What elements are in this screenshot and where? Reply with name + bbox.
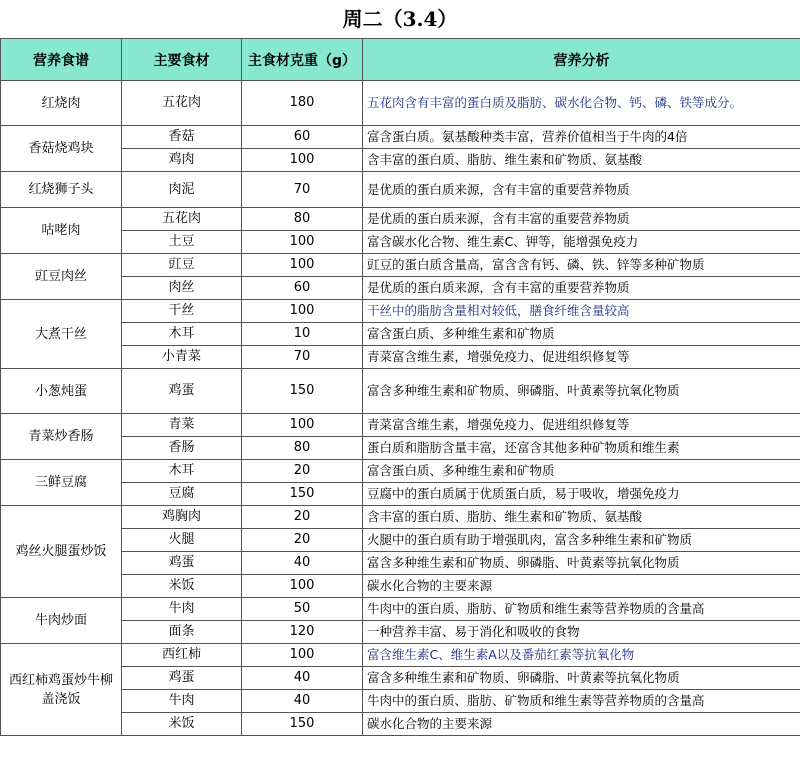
ingredient-cell: 鸡蛋 — [122, 552, 242, 575]
weight-cell: 80 — [242, 437, 363, 460]
weight-cell: 50 — [242, 598, 363, 621]
ingredient-cell: 火腿 — [122, 529, 242, 552]
page-title: 周二（3.4） — [342, 7, 458, 31]
analysis-cell: 是优质的蛋白质来源，含有丰富的重要营养物质 — [363, 208, 800, 231]
ingredient-cell: 木耳 — [122, 323, 242, 346]
analysis-cell: 富含蛋白质。氨基酸种类丰富，营养价值相当于牛肉的4倍 — [363, 126, 800, 149]
table-row — [1, 208, 800, 231]
table-row — [1, 300, 800, 323]
weight-cell: 100 — [242, 575, 363, 598]
dish-name: 西红柿鸡蛋炒牛柳盖浇饭 — [1, 644, 122, 736]
table-row — [1, 172, 800, 208]
dish-name: 小葱炖蛋 — [1, 369, 122, 414]
nutrition-table — [0, 38, 800, 736]
analysis-cell: 火腿中的蛋白质有助于增强肌肉，富含多种维生素和矿物质 — [363, 529, 800, 552]
analysis-cell: 富含多种维生素和矿物质、卵磷脂、叶黄素等抗氧化物质 — [363, 369, 800, 414]
weight-cell: 20 — [242, 506, 363, 529]
analysis-cell: 一种营养丰富、易于消化和吸收的食物 — [363, 621, 800, 644]
header-analysis: 营养分析 — [363, 39, 800, 81]
dish-name: 香菇烧鸡块 — [1, 126, 122, 172]
analysis-cell: 豇豆的蛋白质含量高，富含含有钙、磷、铁、锌等多种矿物质 — [363, 254, 800, 277]
table-row — [1, 254, 800, 277]
ingredient-cell: 鸡肉 — [122, 149, 242, 172]
analysis-cell: 干丝中的脂肪含量相对较低，膳食纤维含量较高 — [363, 300, 800, 323]
ingredient-cell: 青菜 — [122, 414, 242, 437]
ingredient-cell: 豆腐 — [122, 483, 242, 506]
analysis-cell: 青菜富含维生素，增强免疫力、促进组织修复等 — [363, 414, 800, 437]
analysis-cell: 是优质的蛋白质来源，含有丰富的重要营养物质 — [363, 277, 800, 300]
ingredient-cell: 鸡蛋 — [122, 667, 242, 690]
weight-cell: 80 — [242, 208, 363, 231]
ingredient-cell: 面条 — [122, 621, 242, 644]
table-body — [1, 81, 800, 736]
ingredient-cell: 牛肉 — [122, 598, 242, 621]
weight-cell: 150 — [242, 483, 363, 506]
table-row — [1, 414, 800, 437]
weight-cell: 20 — [242, 460, 363, 483]
ingredient-cell: 五花肉 — [122, 208, 242, 231]
weight-cell: 40 — [242, 690, 363, 713]
weight-cell: 150 — [242, 713, 363, 736]
ingredient-cell: 牛肉 — [122, 690, 242, 713]
ingredient-cell: 鸡胸肉 — [122, 506, 242, 529]
dish-name: 咕咾肉 — [1, 208, 122, 254]
table-row — [1, 598, 800, 621]
ingredient-cell: 香菇 — [122, 126, 242, 149]
weight-cell: 40 — [242, 552, 363, 575]
analysis-cell: 蛋白质和脂肪含量丰富，还富含其他多种矿物质和维生素 — [363, 437, 800, 460]
header-ingredient: 主要食材 — [122, 39, 242, 81]
ingredient-cell: 肉丝 — [122, 277, 242, 300]
analysis-cell: 富含多种维生素和矿物质、卵磷脂、叶黄素等抗氧化物质 — [363, 552, 800, 575]
weight-cell: 20 — [242, 529, 363, 552]
ingredient-cell: 干丝 — [122, 300, 242, 323]
table-row — [1, 126, 800, 149]
table-row — [1, 369, 800, 414]
weight-cell: 70 — [242, 172, 363, 208]
weight-cell: 120 — [242, 621, 363, 644]
analysis-cell: 青菜富含维生素，增强免疫力、促进组织修复等 — [363, 346, 800, 369]
analysis-cell: 富含蛋白质、多种维生素和矿物质 — [363, 460, 800, 483]
analysis-cell: 牛肉中的蛋白质、脂肪、矿物质和维生素等营养物质的含量高 — [363, 598, 800, 621]
table-header-row — [1, 39, 800, 81]
ingredient-cell: 小青菜 — [122, 346, 242, 369]
table-row — [1, 506, 800, 529]
ingredient-cell: 米饭 — [122, 575, 242, 598]
dish-name: 红烧狮子头 — [1, 172, 122, 208]
analysis-cell: 是优质的蛋白质来源，含有丰富的重要营养物质 — [363, 172, 800, 208]
weight-cell: 10 — [242, 323, 363, 346]
dish-name: 鸡丝火腿蛋炒饭 — [1, 506, 122, 598]
ingredient-cell: 香肠 — [122, 437, 242, 460]
weight-cell: 100 — [242, 254, 363, 277]
dish-name: 牛肉炒面 — [1, 598, 122, 644]
ingredient-cell: 米饭 — [122, 713, 242, 736]
weight-cell: 180 — [242, 81, 363, 126]
table-row — [1, 460, 800, 483]
ingredient-cell: 土豆 — [122, 231, 242, 254]
analysis-cell: 富含维生素C、维生素A以及番茄红素等抗氧化物 — [363, 644, 800, 667]
weight-cell: 150 — [242, 369, 363, 414]
ingredient-cell: 西红柿 — [122, 644, 242, 667]
ingredient-cell: 肉泥 — [122, 172, 242, 208]
header-weight: 主食材克重（g） — [242, 39, 363, 81]
weight-cell: 100 — [242, 149, 363, 172]
weight-cell: 100 — [242, 300, 363, 323]
analysis-cell: 富含碳水化合物、维生素C、钾等，能增强免疫力 — [363, 231, 800, 254]
dish-name: 三鲜豆腐 — [1, 460, 122, 506]
dish-name: 大煮干丝 — [1, 300, 122, 369]
dish-name: 豇豆肉丝 — [1, 254, 122, 300]
analysis-cell: 碳水化合物的主要来源 — [363, 713, 800, 736]
weight-cell: 100 — [242, 231, 363, 254]
weight-cell: 40 — [242, 667, 363, 690]
weight-cell: 60 — [242, 126, 363, 149]
ingredient-cell: 木耳 — [122, 460, 242, 483]
header-recipe: 营养食谱 — [1, 39, 122, 81]
table-row — [1, 81, 800, 126]
analysis-cell: 富含多种维生素和矿物质、卵磷脂、叶黄素等抗氧化物质 — [363, 667, 800, 690]
ingredient-cell: 鸡蛋 — [122, 369, 242, 414]
ingredient-cell: 豇豆 — [122, 254, 242, 277]
weight-cell: 70 — [242, 346, 363, 369]
dish-name: 青菜炒香肠 — [1, 414, 122, 460]
weight-cell: 60 — [242, 277, 363, 300]
analysis-cell: 碳水化合物的主要来源 — [363, 575, 800, 598]
analysis-cell: 牛肉中的蛋白质、脂肪、矿物质和维生素等营养物质的含量高 — [363, 690, 800, 713]
analysis-cell: 豆腐中的蛋白质属于优质蛋白质，易于吸收，增强免疫力 — [363, 483, 800, 506]
analysis-cell: 含丰富的蛋白质、脂肪、维生素和矿物质、氨基酸 — [363, 149, 800, 172]
weight-cell: 100 — [242, 644, 363, 667]
ingredient-cell: 五花肉 — [122, 81, 242, 126]
analysis-cell: 含丰富的蛋白质、脂肪、维生素和矿物质、氨基酸 — [363, 506, 800, 529]
dish-name: 红烧肉 — [1, 81, 122, 126]
table-row — [1, 644, 800, 667]
weight-cell: 100 — [242, 414, 363, 437]
analysis-cell: 五花肉含有丰富的蛋白质及脂肪、碳水化合物、钙、磷、铁等成分。 — [363, 81, 800, 126]
analysis-cell: 富含蛋白质、多种维生素和矿物质 — [363, 323, 800, 346]
